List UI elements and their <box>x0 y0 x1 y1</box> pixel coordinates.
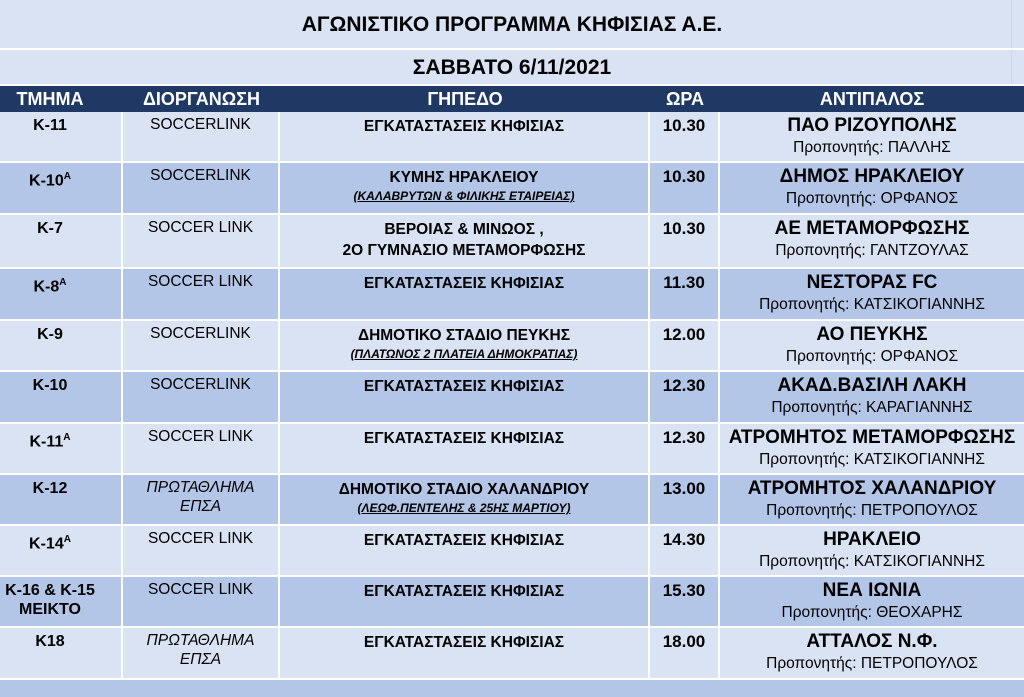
time-cell <box>650 215 720 267</box>
venue-cell <box>280 321 650 370</box>
table-row <box>0 321 1024 372</box>
table-row <box>0 215 1024 269</box>
team-label <box>0 632 100 651</box>
opponent-name: ΑΚΑΔ.ΒΑΣΙΛΗ ΛΑΚΗ <box>777 375 967 396</box>
venue-address: (ΠΛΑΤΩΝΟΣ 2 ΠΛΑΤΕΙΑ ΔΗΜΟΚΡΑΤΙΑΣ) <box>350 347 578 361</box>
venue-cell <box>280 424 650 473</box>
header-org: ΔΙΟΡΓΑΝΩΣΗ <box>142 89 261 109</box>
organizer-name: SOCCER LINK <box>147 581 254 598</box>
organizer <box>123 628 278 669</box>
organizer-cell <box>123 372 280 422</box>
opponent-cell <box>720 372 1024 422</box>
match-time: 18.00 <box>662 632 706 651</box>
venue-address: (ΚΑΛΑΒΡΥΤΩΝ & ΦΙΛΙΚΗΣ ΕΤΑΙΡΕΙΑΣ) <box>353 189 575 203</box>
venue-cell <box>280 475 650 524</box>
time-cell <box>650 112 720 161</box>
organizer <box>123 526 278 548</box>
time-cell <box>650 424 720 473</box>
coach-name: Προπονητής: ΚΑΤΣΙΚΟΓΙΑΝΝΗΣ <box>759 296 985 313</box>
organizer <box>123 163 278 185</box>
team-label <box>0 167 100 190</box>
team-name: Κ-10 <box>32 377 68 394</box>
venue-cell <box>280 372 650 422</box>
venue-cell <box>280 269 650 319</box>
team-cell <box>0 321 123 370</box>
team-cell <box>0 372 123 422</box>
team-label <box>0 530 100 553</box>
coach-name: Προπονητής: ΟΡΦΑΝΟΣ <box>785 348 959 365</box>
table-row <box>0 112 1024 163</box>
organizer-name: SOCCER LINK <box>147 530 254 547</box>
opponent-cell <box>720 475 1024 524</box>
organizer-cell <box>123 424 280 473</box>
organizer-name: ΠΡΩΤΑΘΛΗΜΑ <box>146 479 255 496</box>
time-cell <box>650 372 720 422</box>
match-time: 12.30 <box>662 376 706 395</box>
venue-name: ΕΓΚΑΤΑΣΤΑΣΕΙΣ ΚΗΦΙΣΙΑΣ <box>363 532 565 549</box>
venue-cell <box>280 577 650 626</box>
opponent-cell <box>720 321 1024 370</box>
venue-name: ΕΓΚΑΤΑΣΤΑΣΕΙΣ ΚΗΦΙΣΙΑΣ <box>363 378 565 395</box>
table-row <box>0 628 1024 680</box>
team-name: Κ-12 <box>32 480 68 497</box>
opponent-cell <box>720 577 1024 626</box>
team-label <box>0 581 100 619</box>
header-venue: ΓΗΠΕΔΟ <box>427 89 503 109</box>
venue-cell <box>280 215 650 267</box>
time-cell <box>650 269 720 319</box>
match-time: 10.30 <box>662 219 706 238</box>
coach-name: Προπονητής: ΚΑΤΣΙΚΟΓΙΑΝΝΗΣ <box>759 451 985 468</box>
opponent-cell <box>720 112 1024 161</box>
team-label <box>0 116 100 135</box>
coach-name: Προπονητής: ΓΑΝΤΖΟΥΛΑΣ <box>775 242 969 259</box>
team-cell <box>0 628 123 678</box>
opponent-cell <box>720 424 1024 473</box>
organizer-name: SOCCER LINK <box>147 273 254 290</box>
opponent-name: ΑΤΡΟΜΗΤΟΣ ΧΑΛΑΝΔΡΙΟΥ <box>747 478 997 499</box>
team-name: Κ-14 <box>29 535 64 553</box>
opponent-name: ΠΑΟ ΡΙΖΟΥΠΟΛΗΣ <box>787 115 957 136</box>
team-label <box>0 325 100 344</box>
venue-cell <box>280 112 650 161</box>
time-cell <box>650 163 720 213</box>
team-label <box>0 273 100 296</box>
opponent-name: ΝΕΣΤΟΡΑΣ FC <box>806 272 938 293</box>
organizer-cell <box>123 112 280 161</box>
organizer-cell <box>123 628 280 678</box>
venue-name: ΒΕΡΟΙΑΣ & ΜΙΝΩΟΣ , <box>384 221 544 238</box>
match-time: 12.00 <box>662 325 706 344</box>
coach-name: Προπονητής: ΠΑΛΛΗΣ <box>793 139 951 156</box>
organizer-name: SOCCERLINK <box>150 116 251 133</box>
organizer-name-line2: ΕΠΣΑ <box>179 651 222 668</box>
opponent-cell <box>720 215 1024 267</box>
opponent-name: ΗΡΑΚΛΕΙΟ <box>823 529 921 550</box>
match-time: 10.30 <box>662 167 706 186</box>
time-cell <box>650 628 720 678</box>
team-cell <box>0 577 123 626</box>
team-superscript: Α <box>63 432 71 443</box>
team-label <box>0 428 100 451</box>
organizer-name: SOCCER LINK <box>147 219 254 236</box>
venue-name: ΕΓΚΑΤΑΣΤΑΣΕΙΣ ΚΗΦΙΣΙΑΣ <box>363 583 565 600</box>
coach-name: Προπονητής: ΚΑΡΑΓΙΑΝΝΗΣ <box>771 399 973 416</box>
organizer-name: SOCCERLINK <box>150 325 251 342</box>
organizer-name: ΠΡΩΤΑΘΛΗΜΑ <box>146 632 255 649</box>
opponent-name: ΑΤΡΟΜΗΤΟΣ ΜΕΤΑΜΟΡΦΩΣΗΣ <box>728 427 1016 448</box>
organizer <box>123 475 278 516</box>
coach-name: Προπονητής: ΘΕΟΧΑΡΗΣ <box>781 604 963 621</box>
team-name: Κ-8 <box>33 278 60 296</box>
team-superscript: Α <box>63 534 71 545</box>
team-cell <box>0 112 123 161</box>
table-row <box>0 475 1024 526</box>
team-name: Κ-10 <box>29 172 64 190</box>
coach-name: Προπονητής: ΚΑΤΣΙΚΟΓΙΑΝΝΗΣ <box>759 553 985 570</box>
organizer <box>123 577 278 599</box>
organizer-cell <box>123 215 280 267</box>
time-cell <box>650 526 720 575</box>
team-name: Κ-9 <box>37 326 63 343</box>
organizer-name: SOCCERLINK <box>150 167 251 184</box>
venue-cell <box>280 628 650 678</box>
team-name: Κ-16 & Κ-15 <box>5 582 95 599</box>
team-label <box>0 376 100 395</box>
team-superscript: Α <box>59 277 67 288</box>
team-cell <box>0 526 123 575</box>
venue-name: ΚΥΜΗΣ ΗΡΑΚΛΕΙΟΥ <box>389 169 539 186</box>
match-time: 11.30 <box>663 273 705 292</box>
opponent-name: ΑΤΤΑΛΟΣ Ν.Φ. <box>806 631 938 652</box>
table-header <box>0 86 1024 112</box>
opponent-cell <box>720 526 1024 575</box>
header-time: ΩΡΑ <box>665 89 705 109</box>
coach-name: Προπονητής: ΠΕΤΡΟΠΟΥΛΟΣ <box>766 655 978 672</box>
table-row <box>0 526 1024 577</box>
venue-name: ΔΗΜΟΤΙΚΟ ΣΤΑΔΙΟ ΧΑΛΑΝΔΡΙΟΥ <box>338 481 590 498</box>
team-cell <box>0 475 123 524</box>
organizer <box>123 112 278 134</box>
team-name-line2: ΜΕΙΚΤΟ <box>19 601 81 618</box>
organizer <box>123 372 278 394</box>
opponent-name: ΑΕ ΜΕΤΑΜΟΡΦΩΣΗΣ <box>774 218 970 239</box>
opponent-name: ΔΗΜΟΣ ΗΡΑΚΛΕΙΟΥ <box>779 166 965 187</box>
organizer-cell <box>123 475 280 524</box>
team-name: Κ-11 <box>29 433 64 451</box>
table-row <box>0 372 1024 424</box>
venue-name-line2: 2Ο ΓΥΜΝΑΣΙΟ ΜΕΤΑΜΟΡΦΩΣΗΣ <box>342 242 586 259</box>
table-row <box>0 269 1024 321</box>
organizer-name-line2: ΕΠΣΑ <box>179 498 222 515</box>
organizer-name: SOCCER LINK <box>147 428 254 445</box>
opponent-name: ΑΟ ΠΕΥΚΗΣ <box>816 324 928 345</box>
venue-name: ΕΓΚΑΤΑΣΤΑΣΕΙΣ ΚΗΦΙΣΙΑΣ <box>363 430 565 447</box>
header-opponent: ΑΝΤΙΠΑΛΟΣ <box>819 89 925 109</box>
match-time: 13.00 <box>662 479 706 498</box>
team-cell <box>0 163 123 213</box>
team-name: Κ-11 <box>33 117 67 134</box>
organizer-cell <box>123 321 280 370</box>
opponent-name: ΝΕΑ ΙΩΝΙΑ <box>822 580 922 601</box>
organizer-cell <box>123 577 280 626</box>
footer-strip <box>0 680 1024 697</box>
venue-address: (ΛΕΩΦ.ΠΕΝΤΕΛΗΣ & 25ΗΣ ΜΑΡΤΙΟΥ) <box>357 501 571 515</box>
team-cell <box>0 269 123 319</box>
opponent-cell <box>720 628 1024 678</box>
coach-name: Προπονητής: ΟΡΦΑΝΟΣ <box>785 190 959 207</box>
venue-name: ΕΓΚΑΤΑΣΤΑΣΕΙΣ ΚΗΦΙΣΙΑΣ <box>363 118 565 135</box>
header-team: ΤΜΗΜΑ <box>16 89 84 109</box>
time-cell <box>650 577 720 626</box>
team-name: Κ18 <box>35 633 65 650</box>
time-cell <box>650 321 720 370</box>
opponent-cell <box>720 269 1024 319</box>
page-title: ΑΓΩΝΙΣΤΙΚΟ ΠΡΟΓΡΑΜΜΑ ΚΗΦΙΣΙΑΣ Α.Ε. <box>0 0 1024 50</box>
organizer-cell <box>123 526 280 575</box>
team-cell <box>0 215 123 267</box>
venue-name: ΔΗΜΟΤΙΚΟ ΣΤΑΔΙΟ ΠΕΥΚΗΣ <box>357 327 571 344</box>
table-row <box>0 163 1024 215</box>
team-name: Κ-7 <box>37 220 63 237</box>
opponent-cell <box>720 163 1024 213</box>
venue-cell <box>280 526 650 575</box>
team-label <box>0 479 100 498</box>
organizer-cell <box>123 163 280 213</box>
venue-name: ΕΓΚΑΤΑΣΤΑΣΕΙΣ ΚΗΦΙΣΙΑΣ <box>363 634 565 651</box>
venue-name: ΕΓΚΑΤΑΣΤΑΣΕΙΣ ΚΗΦΙΣΙΑΣ <box>363 275 565 292</box>
venue-cell <box>280 163 650 213</box>
team-superscript: Α <box>63 171 71 182</box>
table-row <box>0 424 1024 475</box>
schedule-date: ΣΑΒΒΑΤΟ 6/11/2021 <box>0 50 1024 86</box>
match-time: 15.30 <box>662 581 706 600</box>
match-time: 12.30 <box>662 428 706 447</box>
organizer <box>123 269 278 291</box>
organizer-cell <box>123 269 280 319</box>
coach-name: Προπονητής: ΠΕΤΡΟΠΟΥΛΟΣ <box>766 502 978 519</box>
match-time: 10.30 <box>662 116 706 135</box>
organizer <box>123 321 278 343</box>
team-cell <box>0 424 123 473</box>
time-cell <box>650 475 720 524</box>
table-row <box>0 577 1024 628</box>
organizer <box>123 215 278 237</box>
organizer <box>123 424 278 446</box>
match-time: 14.30 <box>662 530 706 549</box>
organizer-name: SOCCERLINK <box>150 376 251 393</box>
team-label <box>0 219 100 238</box>
